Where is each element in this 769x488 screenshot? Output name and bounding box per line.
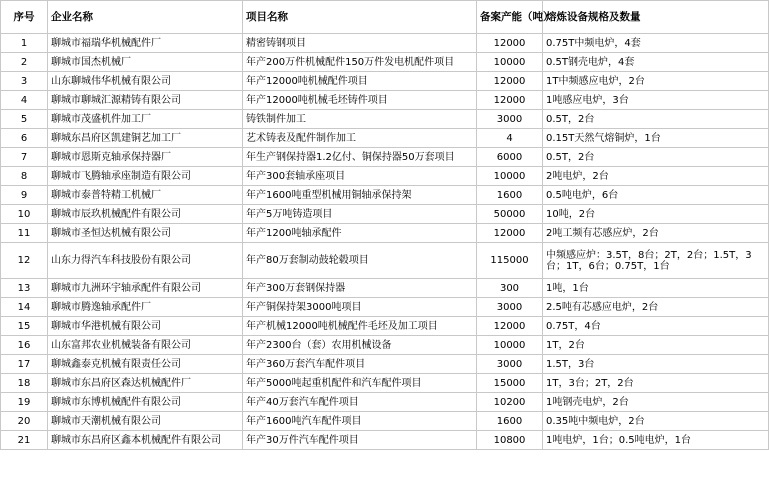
table-row [1,34,769,53]
table-row [1,53,769,72]
table-row [1,393,769,412]
cell-spec[interactable]: 0.15T天然气熔铜炉，1台 [543,129,769,148]
cell-no[interactable]: 15 [1,317,48,336]
cell-spec[interactable]: 0.5T钢壳电炉，4套 [543,53,769,72]
table-row [1,91,769,110]
cell-company[interactable]: 聊城市东博机械配件有限公司 [48,393,243,412]
cell-spec[interactable]: 1T，3台；2T，2台 [543,374,769,393]
cell-no[interactable]: 4 [1,91,48,110]
cell-capacity[interactable]: 10000 [477,167,543,186]
cell-project[interactable]: 精密铸钢项目 [243,34,477,53]
cell-company[interactable]: 聊城市辰玖机械配件有限公司 [48,205,243,224]
table-row [1,224,769,243]
header-project[interactable]: 项目名称 [243,1,477,34]
cell-no[interactable]: 1 [1,34,48,53]
cell-no[interactable]: 2 [1,53,48,72]
cell-capacity[interactable]: 12000 [477,224,543,243]
cell-capacity[interactable]: 4 [477,129,543,148]
cell-no[interactable]: 19 [1,393,48,412]
cell-spec[interactable]: 1吨钢壳电炉，2台 [543,393,769,412]
cell-spec[interactable] [543,243,769,279]
cell-capacity[interactable]: 300 [477,279,543,298]
cell-project[interactable]: 铸铁制件加工 [243,110,477,129]
cell-project[interactable]: 年产300套轴承座项目 [243,167,477,186]
cell-project[interactable]: 年产铜保持架3000吨项目 [243,298,477,317]
table-row [1,355,769,374]
table-row [1,317,769,336]
table-row [1,72,769,91]
cell-no[interactable]: 18 [1,374,48,393]
cell-no[interactable]: 7 [1,148,48,167]
cell-no[interactable]: 17 [1,355,48,374]
cell-spec[interactable]: 1吨感应电炉，3台 [543,91,769,110]
cell-spec[interactable]: 1T中频感应电炉，2台 [543,72,769,91]
cell-capacity[interactable]: 12000 [477,91,543,110]
cell-capacity[interactable]: 3000 [477,298,543,317]
cell-spec[interactable]: 1吨电炉，1台；0.5吨电炉，1台 [543,431,769,450]
table-row [1,279,769,298]
table-row [1,431,769,450]
cell-company[interactable]: 聊城市飞腾轴承座制造有限公司 [48,167,243,186]
cell-no[interactable]: 3 [1,72,48,91]
cell-spec[interactable]: 2吨电炉，2台 [543,167,769,186]
table-row [1,298,769,317]
table-row [1,148,769,167]
header-spec[interactable]: 熔炼设备规格及数量 [543,1,769,34]
cell-project[interactable]: 年产12000吨机械配件项目 [243,72,477,91]
cell-spec[interactable]: 10吨，2台 [543,205,769,224]
cell-capacity[interactable]: 15000 [477,374,543,393]
cell-spec-line: 中频感应炉：3.5T，8台；2T，2台；1.5T，3 [546,249,752,261]
cell-no[interactable]: 11 [1,224,48,243]
cell-company[interactable]: 聊城市九洲环宇轴承配件有限公司 [48,279,243,298]
cell-company[interactable]: 山东力得汽车科技股份有限公司 [48,243,243,279]
cell-project[interactable]: 年产1200吨轴承配件 [243,224,477,243]
cell-capacity[interactable]: 115000 [477,243,543,279]
cell-capacity[interactable]: 10200 [477,393,543,412]
cell-company[interactable]: 聊城市福瑞华机械配件厂 [48,34,243,53]
cell-capacity[interactable]: 1600 [477,186,543,205]
cell-spec[interactable]: 0.75T中频电炉，4套 [543,34,769,53]
table-row [1,110,769,129]
cell-capacity[interactable]: 10000 [477,53,543,72]
cell-spec-line: 台；1T，6台；0.75T，1台 [546,260,670,272]
cell-company[interactable]: 聊城市泰普特精工机械厂 [48,186,243,205]
cell-project[interactable]: 年产80万套制动鼓轮毂项目 [243,243,477,279]
table-row [1,412,769,431]
table-row [1,374,769,393]
cell-spec[interactable]: 0.5T，2台 [543,110,769,129]
cell-company[interactable]: 聊城市华港机械有限公司 [48,317,243,336]
header-row [1,1,769,34]
cell-spec[interactable]: 2.5吨有芯感应电炉，2台 [543,298,769,317]
cell-no[interactable]: 9 [1,186,48,205]
cell-project[interactable]: 年产360万套汽车配件项目 [243,355,477,374]
cell-capacity[interactable]: 50000 [477,205,543,224]
cell-no[interactable]: 16 [1,336,48,355]
cell-capacity[interactable]: 12000 [477,72,543,91]
cell-project[interactable]: 年产机械12000吨机械配件毛坯及加工项目 [243,317,477,336]
cell-company[interactable]: 山东富邦农业机械装备有限公司 [48,336,243,355]
cell-capacity[interactable]: 10800 [477,431,543,450]
cell-project[interactable]: 年产300万套钢保持器 [243,279,477,298]
cell-no[interactable]: 20 [1,412,48,431]
cell-company[interactable]: 聊城市茂盛机件加工厂 [48,110,243,129]
cell-no[interactable]: 21 [1,431,48,450]
cell-company[interactable]: 山东聊城伟华机械有限公司 [48,72,243,91]
cell-no[interactable]: 10 [1,205,48,224]
cell-company[interactable]: 聊城市国杰机械厂 [48,53,243,72]
cell-project[interactable]: 年产200万件机械配件150万件发电机配件项目 [243,53,477,72]
cell-spec[interactable]: 0.75T，4台 [543,317,769,336]
cell-company[interactable]: 聊城市东昌府区鑫本机械配件有限公司 [48,431,243,450]
cell-spec[interactable]: 1吨，1台 [543,279,769,298]
table-row [1,167,769,186]
cell-project[interactable]: 艺术铸表及配件制作加工 [243,129,477,148]
table-row [1,186,769,205]
cell-capacity[interactable]: 6000 [477,148,543,167]
cell-company[interactable]: 聊城市聊城汇源精铸有限公司 [48,91,243,110]
cell-capacity[interactable]: 1600 [477,412,543,431]
cell-capacity[interactable]: 3000 [477,355,543,374]
table-row [1,129,769,148]
cell-company[interactable]: 聊城市圣恒达机械有限公司 [48,224,243,243]
cell-project[interactable]: 年产5万吨铸造项目 [243,205,477,224]
cell-capacity[interactable]: 10000 [477,336,543,355]
header-capacity[interactable]: 备案产能（吨） [477,1,543,34]
cell-spec[interactable]: 0.5吨电炉，6台 [543,186,769,205]
cell-company[interactable]: 聊城鑫泰克机械有限责任公司 [48,355,243,374]
cell-company[interactable]: 聊城市东昌府区森达机械配件厂 [48,374,243,393]
cell-spec[interactable]: 0.5T，2台 [543,148,769,167]
cell-capacity[interactable]: 3000 [477,110,543,129]
cell-company[interactable]: 聊城市天潮机械有限公司 [48,412,243,431]
cell-no[interactable]: 13 [1,279,48,298]
cell-spec[interactable]: 0.35吨中频电炉，2台 [543,412,769,431]
cell-project[interactable]: 年产40万套汽车配件项目 [243,393,477,412]
header-no[interactable]: 序号 [1,1,48,34]
header-company[interactable]: 企业名称 [48,1,243,34]
cell-project[interactable]: 年生产钢保持器1.2亿付、铜保持器50万套项目 [243,148,477,167]
cell-company[interactable]: 聊城东昌府区凯建铜艺加工厂 [48,129,243,148]
cell-spec[interactable]: 1.5T，3台 [543,355,769,374]
cell-spec[interactable]: 1T，2台 [543,336,769,355]
cell-project[interactable]: 年产2300台（套）农用机械设备 [243,336,477,355]
table-row [1,205,769,224]
table-body [1,34,769,450]
cell-capacity[interactable]: 12000 [477,34,543,53]
cell-no[interactable]: 6 [1,129,48,148]
cell-project[interactable]: 年产1600吨重型机械用铜轴承保持架 [243,186,477,205]
cell-no[interactable]: 12 [1,243,48,279]
cell-company[interactable]: 聊城市腾逸轴承配件厂 [48,298,243,317]
cell-spec[interactable]: 2吨工频有芯感应炉，2台 [543,224,769,243]
cell-capacity[interactable]: 12000 [477,317,543,336]
cell-no[interactable]: 14 [1,298,48,317]
cell-company[interactable]: 聊城市恩斯克轴承保持器厂 [48,148,243,167]
cell-no[interactable]: 8 [1,167,48,186]
cell-project[interactable]: 年产12000吨机械毛坯铸件项目 [243,91,477,110]
cell-no[interactable]: 5 [1,110,48,129]
table-row [1,243,769,279]
cell-project[interactable]: 年产1600吨汽车配件项目 [243,412,477,431]
cell-project[interactable]: 年产30万件汽车配件项目 [243,431,477,450]
cell-project[interactable]: 年产5000吨起重机配件和汽车配件项目 [243,374,477,393]
table-row [1,336,769,355]
